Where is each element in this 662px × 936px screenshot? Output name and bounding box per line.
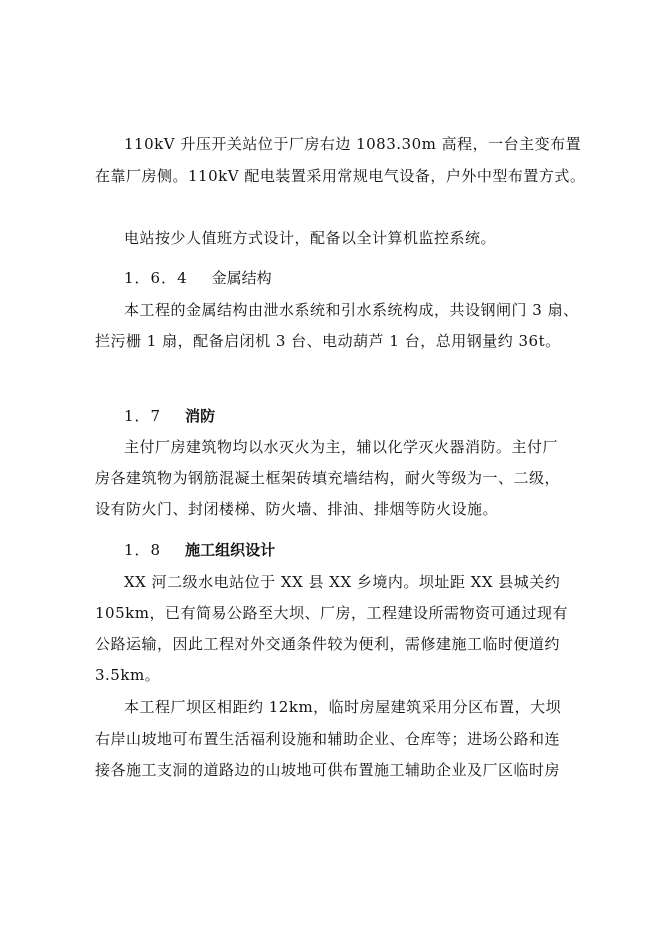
paragraph-line: 105km，已有简易公路至大坝、厂房，工程建设所需物资可通过现有 [95, 604, 568, 622]
section-heading [124, 406, 215, 426]
paragraph-line: 房各建筑物为钢筋混凝土框架砖填充墙结构，耐火等级为一、二级， [95, 469, 561, 487]
paragraph-line: 接各施工支洞的道路边的山坡地可供布置施工辅助企业及厂区临时房 [95, 761, 561, 779]
section-heading [124, 268, 272, 288]
paragraph-line: 110kV 升压开关站位于厂房右边 1083.30m 高程，一台主变布置 [124, 135, 582, 153]
paragraph-line: 本工程的金属结构由泄水系统和引水系统构成，共设钢闸门 3 扇、 [124, 301, 579, 319]
paragraph-line: 右岸山坡地可布置生活福利设施和辅助企业、仓库等；进场公路和连 [95, 730, 561, 748]
paragraph-line: 拦污栅 1 扇，配备启闭机 3 台、电动葫芦 1 台，总用钢量约 36t。 [95, 332, 561, 350]
paragraph-line: 本工程厂坝区相距约 12km，临时房屋建筑采用分区布置，大坝 [124, 698, 562, 716]
section-title: 消防 [185, 407, 216, 425]
section-number: 1．6．4 [124, 269, 188, 287]
paragraph-line: 公路运输，因此工程对外交通条件较为便利，需修建施工临时便道约 [95, 635, 561, 653]
paragraph-line: 电站按少人值班方式设计，配备以全计算机监控系统。 [124, 229, 497, 247]
section-number: 1．7 [124, 407, 162, 425]
paragraph-line: 主付厂房建筑物均以水灭火为主，辅以化学灭火器消防。主付厂 [124, 438, 559, 456]
paragraph-line: XX 河二级水电站位于 XX 县 XX 乡境内。坝址距 XX 县城关约 [124, 573, 561, 591]
paragraph-line: 3.5km。 [95, 666, 161, 684]
section-number: 1．8 [124, 541, 162, 559]
section-title: 金属结构 [211, 269, 272, 287]
paragraph-line: 在靠厂房侧。110kV 配电装置采用常规电气设备，户外中型布置方式。 [95, 167, 586, 185]
paragraph-line: 设有防火门、封闭楼梯、防火墙、排油、排烟等防火设施。 [95, 500, 499, 518]
section-heading [124, 540, 275, 560]
section-title: 施工组织设计 [185, 541, 276, 559]
